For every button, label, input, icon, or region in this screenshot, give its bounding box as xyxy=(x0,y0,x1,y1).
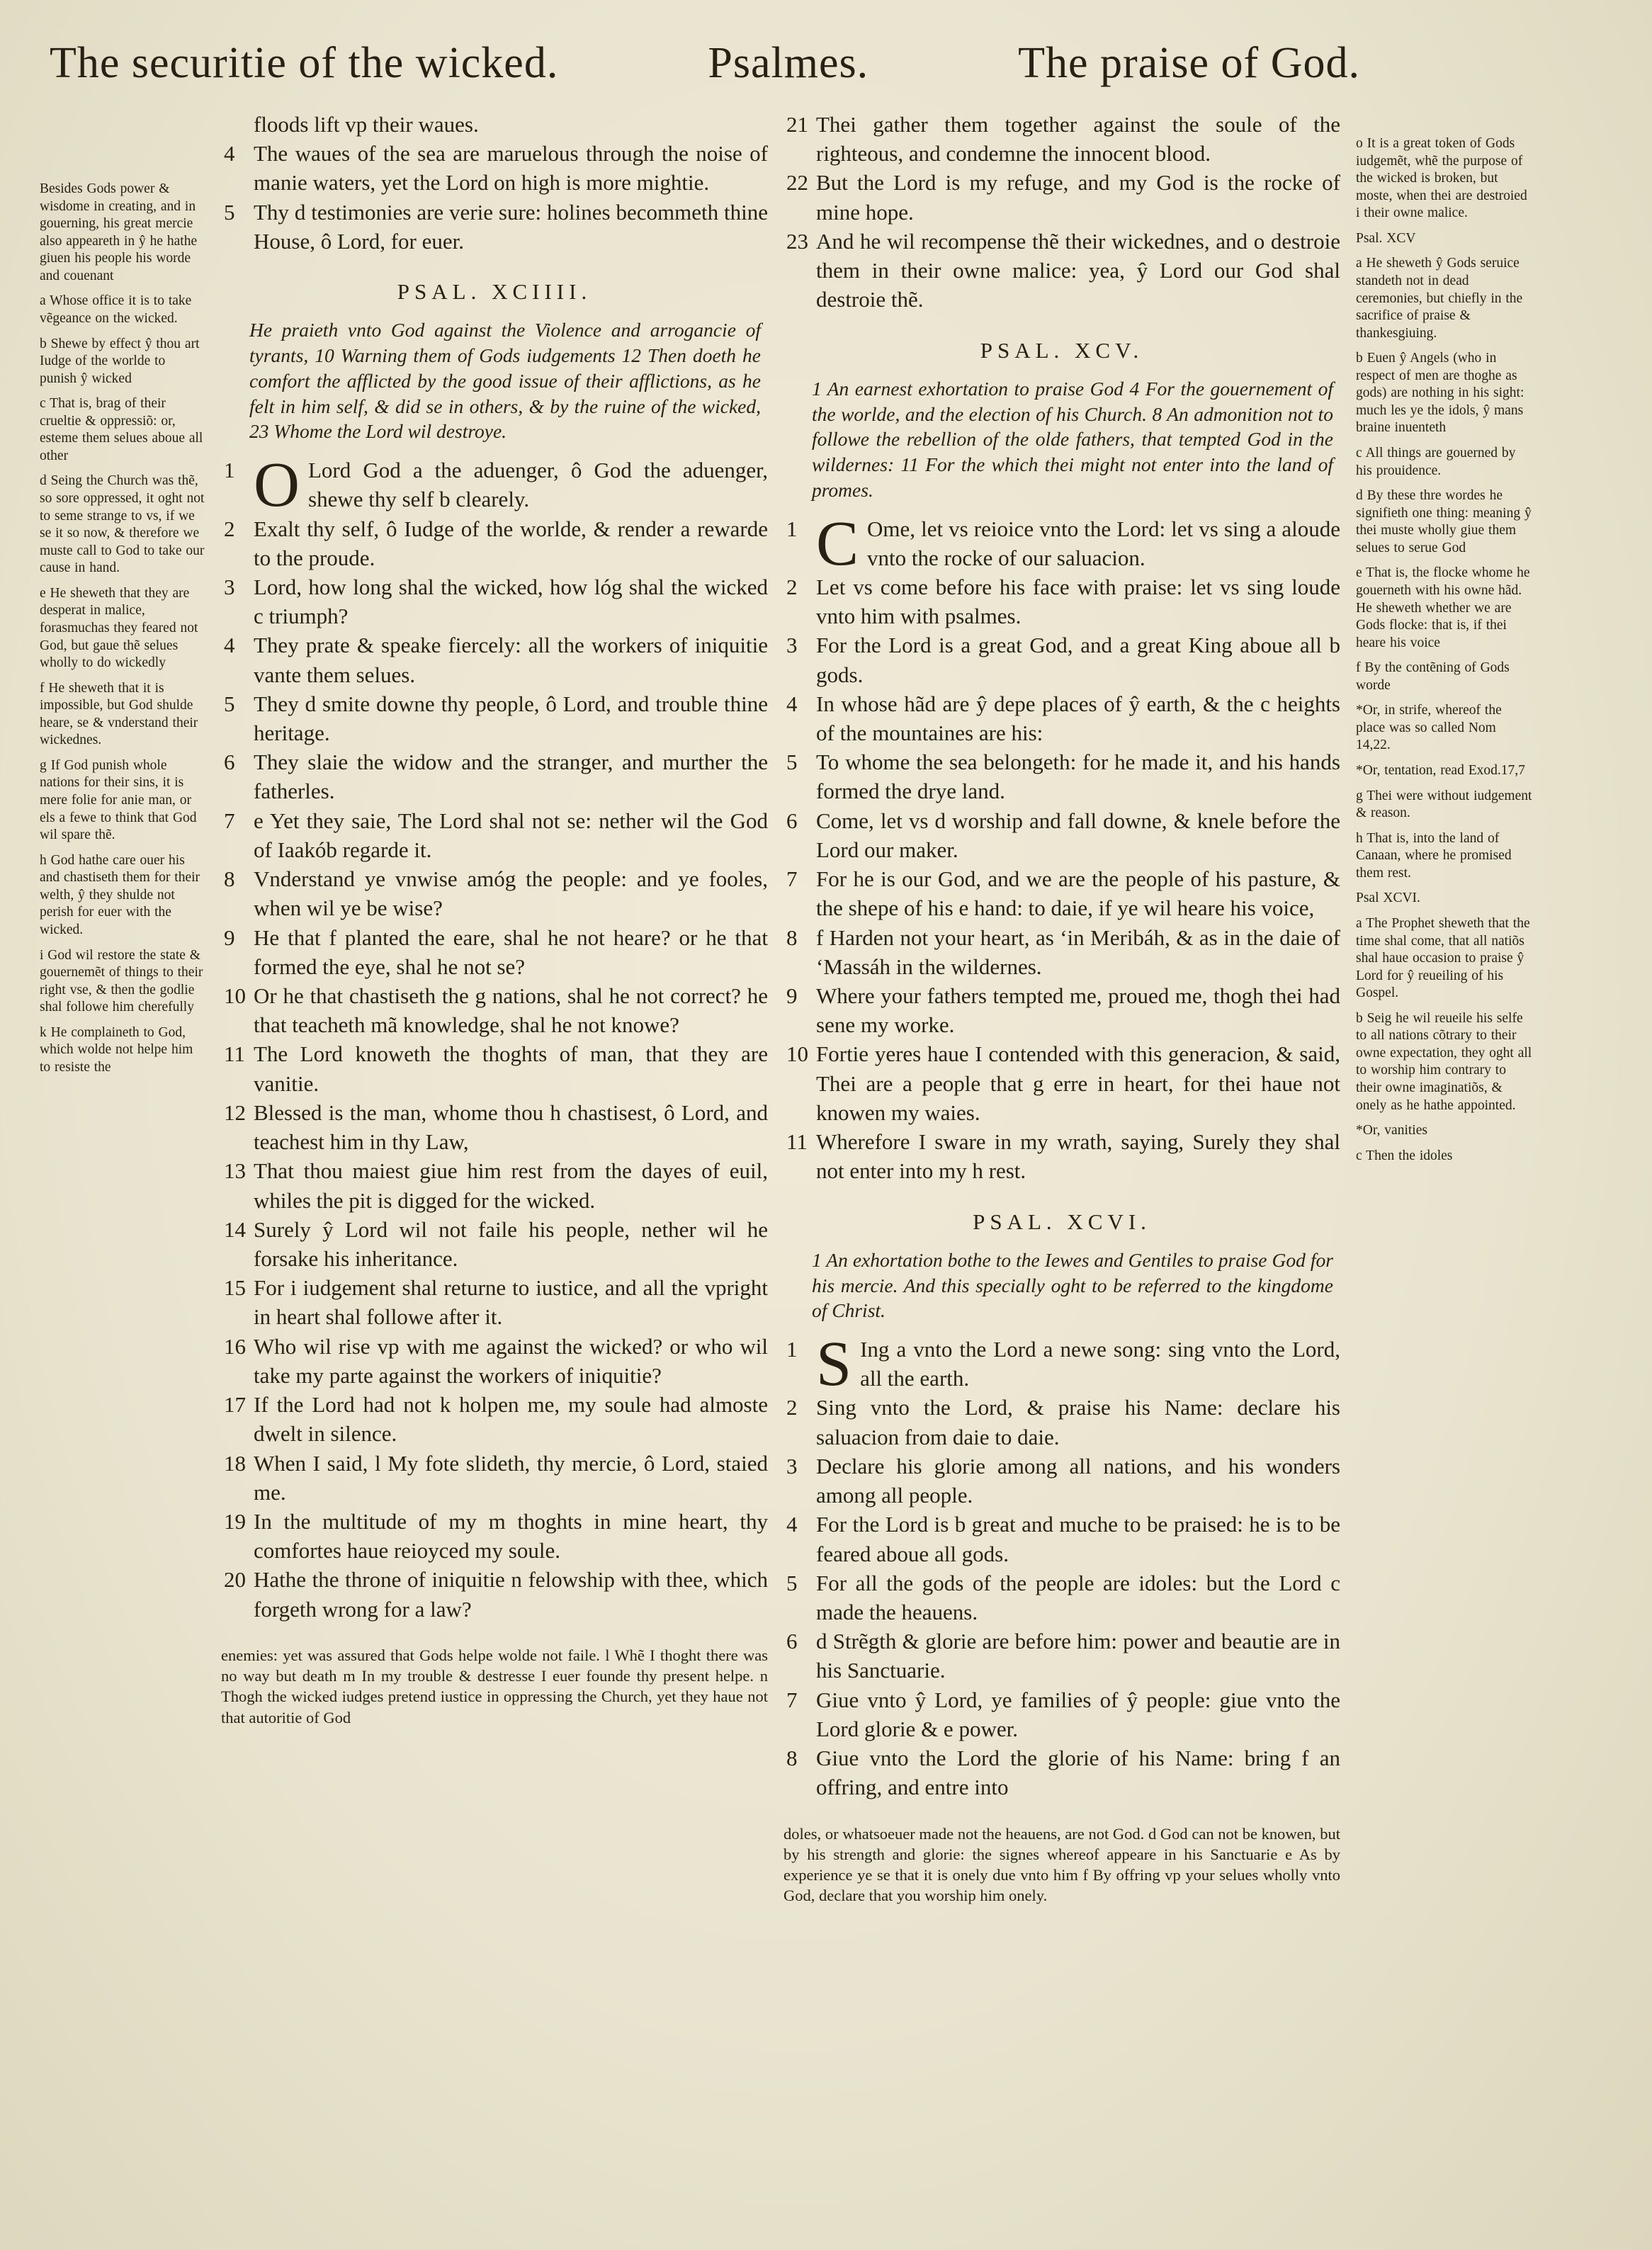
verse-text xyxy=(816,1329,1340,1399)
verse-number: 7 xyxy=(224,808,235,833)
verse-number: 5 xyxy=(224,199,235,225)
verse xyxy=(783,981,1340,1039)
verse-text: For the Lord is a great God, and a great King aboue all b gods. xyxy=(816,633,1340,687)
verse-number: 2 xyxy=(224,516,235,541)
verse-text: Vnderstand ye vnwise amóg the people: and ye fooles, when wil ye be wise? xyxy=(254,866,768,921)
margin-note: h God hathe care ouer his and chastiseth them for their welth, ŷ they shulde not perish for euer with the wicked. xyxy=(40,852,200,937)
verse xyxy=(221,1215,768,1273)
verse-text: Blessed is the man, whome thou h chastisest, ô Lord, and teachest him in thy Law, xyxy=(254,1099,768,1155)
verse-number: 20 xyxy=(224,1567,246,1593)
margin-note: k He complaineth to God, which wolde not helpe him to resiste the xyxy=(40,1024,193,1075)
verse-number: 17 xyxy=(224,1392,246,1418)
margin-note: d By these thre wordes he signifieth one thing: meaning ŷ thei muste wholly giue them selues to serue God xyxy=(1356,488,1532,555)
verse xyxy=(783,1627,1340,1685)
margin-note: h That is, into the land of Canaan, where he promised them rest. xyxy=(1356,830,1512,881)
verse-number: 2 xyxy=(786,574,798,599)
verse xyxy=(221,110,768,139)
verse xyxy=(221,572,768,631)
verse-text: Exalt thy self, ô Iudge of the worlde, & render a rewarde to the proude. xyxy=(254,516,768,570)
margin-note: *Or, vanities xyxy=(1356,1123,1427,1138)
verse-number xyxy=(221,110,254,139)
psalm-95-heading: PSAL. XCV. xyxy=(980,337,1144,363)
verse xyxy=(783,572,1340,631)
margin-note: e That is, the flocke whome he gouerneth with his owne hãd. He sheweth whether we are Gods flocke: that is, if thei heare his voice xyxy=(1356,565,1530,650)
verse-number: 1 xyxy=(786,1337,798,1362)
verse-text: Declare his glorie among all nations, and his wonders among all people. xyxy=(816,1453,1340,1508)
margin-note: c All things are gouerned by his prouidence. xyxy=(1356,446,1516,478)
verse-text: Hathe the throne of iniquitie n felowship with thee, which forgeth wrong for a law? xyxy=(254,1567,768,1622)
verse-text: Surely ŷ Lord wil not faile his people, nether wil he forsake his inheritance. xyxy=(254,1216,768,1271)
verse-text: And he wil recompense thẽ their wickednes, and o destroie them in their owne malice: yea, ŷ Lord our God shal destroie thẽ. xyxy=(816,228,1340,312)
margin-note: g If God punish whole nations for their sins, it is mere folie for anie man, or els a fewe to think that God wil spare thẽ. xyxy=(40,757,197,843)
psalm-95-verses xyxy=(783,572,1340,1186)
verse-number: 22 xyxy=(786,170,808,196)
verse-text: Or he that chastiseth the g nations, shal he not correct? he that teacheth mã knowledge, shal he not knowe? xyxy=(254,983,768,1038)
dropcap-letter: S xyxy=(816,1329,852,1399)
verse xyxy=(783,1127,1340,1185)
margin-note: d Seing the Church was thẽ, so sore oppressed, it oght not to seme strange to vs, if we se it so now, & therefore we muste call to God to take our cause in hand. xyxy=(40,473,205,576)
margin-note: Besides Gods power & wisdome in creating, and in gouerning, his great mercie also appeareth in ŷ he hathe giuen his people his worde and couenant xyxy=(40,181,198,283)
running-head-center: Psalmes. xyxy=(708,39,869,87)
verse-number: 3 xyxy=(786,1453,798,1479)
left-column-footnotes: enemies: yet was assured that Gods helpe wolde not faile. l Whẽ I thoght there was no way but death m In my trouble & destresse I euer founde thy present helpe. n Thogh the wicked iudges pretend iustice in oppressing the Church, yet they haue not that autoritie of God xyxy=(221,1646,768,1726)
verse-number: 6 xyxy=(786,808,798,833)
psalm-94-verses xyxy=(221,514,768,1624)
verse-number: 8 xyxy=(224,866,235,892)
verse xyxy=(221,198,768,256)
verse-number: 5 xyxy=(786,750,798,775)
verse xyxy=(221,1039,768,1097)
right-margin-notes xyxy=(1356,110,1534,1172)
verse xyxy=(783,1743,1340,1802)
verse-text: Wherefore I sware in my wrath, saying, Surely they shal not enter into my h rest. xyxy=(816,1129,1340,1184)
verse-text: The waues of the sea are maruelous through the noise of manie waters, yet the Lord on high is more mightie. xyxy=(254,141,768,196)
verse xyxy=(783,110,1340,168)
verse-number: 8 xyxy=(786,925,798,950)
verse-text: For all the gods of the people are idoles: but the Lord c made the heauens. xyxy=(816,1570,1340,1624)
verse-number: 6 xyxy=(786,1629,798,1654)
verse xyxy=(221,1273,768,1331)
verse-text-body: Ome, let vs reioice vnto the Lord: let vs sing a aloude vnto the rocke of our saluacion. xyxy=(867,516,1340,570)
verse xyxy=(783,1510,1340,1568)
margin-note: g Thei were without iudgement & reason. xyxy=(1356,788,1532,821)
right-column-footnotes: doles, or whatsoeuer made not the heauens, are not God. d God can not be knowen, but by his strength and glorie: the signes whereof appeare in his Sanctuarie e As by experience ye se that it is onely due vnto him f By offring vp your selues wholly vnto God, declare that you worship him onely. xyxy=(783,1824,1340,1905)
margin-note: b Shewe by effect ŷ thou art Iudge of the worlde to punish ŷ wicked xyxy=(40,336,200,386)
verse-text: Thei gather them together against the soule of the righteous, and condemne the innocent blood. xyxy=(816,112,1340,166)
verse xyxy=(783,1568,1340,1627)
running-head-left: The securitie of the wicked. xyxy=(50,39,559,87)
verse xyxy=(783,631,1340,689)
verse xyxy=(221,1098,768,1156)
verse-text: Let vs come before his face with praise: let vs sing loude vnto him with psalmes. xyxy=(816,574,1340,629)
verse-number: 9 xyxy=(786,983,798,1008)
margin-note: Psal XCVI. xyxy=(1356,891,1420,906)
dropcap-letter: O xyxy=(254,450,300,521)
verse xyxy=(783,923,1340,981)
verse-text: f Harden not your heart, as ‘in Meribáh, & as in the daie of ‘Massáh in the wildernes. xyxy=(816,925,1340,979)
verse-number: 4 xyxy=(224,141,235,166)
verse-text: floods lift vp their waues. xyxy=(254,112,479,137)
running-head-right: The praise of God. xyxy=(1018,39,1360,87)
verse xyxy=(221,1332,768,1390)
verse xyxy=(221,747,768,805)
verse-text: Lord, how long shal the wicked, how lóg shal the wicked c triumph? xyxy=(254,574,768,629)
verse-number: 21 xyxy=(786,112,808,137)
verse xyxy=(783,168,1340,226)
verse-text: Giue vnto ŷ Lord, ye families of ŷ people: giue vnto the Lord glorie & e power. xyxy=(816,1687,1340,1741)
verse-text: For the Lord is b great and muche to be praised: he is to be feared aboue all gods. xyxy=(816,1512,1340,1566)
margin-note: a The Prophet sheweth that the time shal come, that all natiõs shal haue occasion to praise ŷ Lord for ŷ reueiling of his Gospel. xyxy=(1356,915,1530,1001)
verse-number: 19 xyxy=(224,1508,246,1534)
margin-note: b Seig he wil reueile his selfe to all nations cõtrary to their owne expectation, they oght all to worship him contrary to their owne imaginatiõs, & onely as he hathe appointed. xyxy=(1356,1010,1532,1113)
verse xyxy=(783,864,1340,922)
verse-text: The Lord knoweth the thoghts of man, that they are vanitie. xyxy=(254,1041,768,1096)
verse-text: But the Lord is my refuge, and my God is the rocke of mine hope. xyxy=(816,170,1340,225)
verse-number: 3 xyxy=(786,633,798,658)
verse-first xyxy=(221,450,768,521)
margin-note: f He sheweth that it is impossible, but God shulde heare, se & vnderstand their wickednes. xyxy=(40,680,198,748)
verse xyxy=(221,139,768,197)
verse-text: They d smite downe thy people, ô Lord, and trouble thine heritage. xyxy=(254,691,768,746)
verse xyxy=(221,864,768,922)
verse-number: 23 xyxy=(786,228,808,254)
verse-number: 10 xyxy=(224,983,246,1008)
verse xyxy=(221,689,768,747)
margin-note: Psal. XCV xyxy=(1356,230,1416,246)
verse-number: 18 xyxy=(224,1450,246,1476)
verse xyxy=(783,689,1340,747)
margin-note: a Whose office it is to take vẽgeance on the wicked. xyxy=(40,293,192,326)
verse-number: 9 xyxy=(224,925,235,950)
verse-number: 1 xyxy=(786,516,798,541)
verse-number: 11 xyxy=(224,1041,245,1067)
verse-number: 5 xyxy=(786,1570,798,1595)
verse-text: In whose hãd are ŷ depe places of ŷ earth, & the c heights of the mountaines are his: xyxy=(816,691,1340,746)
verse-number: 4 xyxy=(786,1512,798,1537)
margin-note: a He sheweth ŷ Gods seruice standeth not in dead ceremonies, but chiefly in the sacrifice of praise & thankesgiuing. xyxy=(1356,256,1523,341)
psalm-94-summary: He praieth vnto God against the Violence and arrogancie of tyrants, 10 Warning them of Gods iudgements 12 Then doeth he comfort the afflicted by the good issue of their afflictions, as he felt in him self, & did se in others, & by the ruine of the wicked, 23 Whome the Lord wil destroye. xyxy=(249,319,761,443)
left-margin-notes xyxy=(40,110,205,1084)
verse-number: 14 xyxy=(224,1216,246,1242)
verse-text: Fortie yeres haue I contended with this generacion, & said, Thei are a people that g erre in heart, for thei haue not knowen my waies. xyxy=(816,1041,1340,1125)
verse xyxy=(221,981,768,1039)
psalm-96-verses xyxy=(783,1393,1340,1802)
running-head xyxy=(50,38,1360,89)
left-text-column xyxy=(221,110,768,1728)
verse-text: When I said, l My fote slideth, thy mercie, ô Lord, staied me. xyxy=(254,1450,768,1505)
verse-number: 1 xyxy=(224,458,235,483)
verse-number: 3 xyxy=(224,574,235,599)
verse xyxy=(221,806,768,864)
verse xyxy=(783,1039,1340,1127)
margin-note: b Euen ŷ Angels (who in respect of men are thoghe as gods) are nothing in his sight: much les ye the idols, ŷ mans braine inuenteth xyxy=(1356,351,1524,436)
verse xyxy=(221,514,768,572)
verse-text: Thy d testimonies are verie sure: holines becommeth thine House, ô Lord, for euer. xyxy=(254,199,768,254)
verse-text: Giue vnto the Lord the glorie of his Name: bring f an offring, and entre into xyxy=(816,1746,1340,1800)
psalm-93-verses xyxy=(221,110,768,256)
verse-text: Sing vnto the Lord, & praise his Name: declare his saluacion from daie to daie. xyxy=(816,1395,1340,1449)
margin-note: *Or, tentation, read Exod.17,7 xyxy=(1356,763,1525,778)
verse-number: 15 xyxy=(224,1275,246,1301)
psalm-96-heading: PSAL. XCVI. xyxy=(973,1209,1151,1234)
verse xyxy=(221,1449,768,1507)
verse xyxy=(221,1156,768,1214)
verse-text: Who wil rise vp with me against the wicked? or who wil take my parte against the workers of iniquitie? xyxy=(254,1333,768,1388)
margin-note: c That is, brag of their crueltie & oppressiõ: or, esteme them selues aboue all other xyxy=(40,396,203,463)
verse xyxy=(221,1390,768,1448)
verse-text: To whome the sea belongeth: for he made it, and his hands formed the drye land. xyxy=(816,750,1340,804)
margin-note: i God wil restore the state & gouernemẽt of things to their right vse, & then the godlie shal followe him cherefully xyxy=(40,947,203,1015)
psalm-96-summary: 1 An exhortation bothe to the Iewes and Gentiles to praise God for his mercie. And this specially oght to be referred to the kingdome of Christ. xyxy=(812,1248,1333,1322)
verse-text: They slaie the widow and the stranger, and murther the fatherles. xyxy=(254,750,768,804)
verse-number: 7 xyxy=(786,1687,798,1712)
verse xyxy=(221,1507,768,1565)
right-text-column xyxy=(783,110,1340,1906)
verse-number: 2 xyxy=(786,1395,798,1420)
verse-text: For he is our God, and we are the people of his pasture, & the shepe of his e hand: to daie, if ye wil heare his voice, xyxy=(816,866,1340,921)
verse-number: 7 xyxy=(786,866,798,892)
verse-number: 10 xyxy=(786,1041,808,1067)
verse xyxy=(783,747,1340,805)
psalm-94-end-verses xyxy=(783,110,1340,315)
psalm-95-summary: 1 An earnest exhortation to praise God 4 For the gouernement of the worlde, and the election of his Church. 8 An admonition not to followe the rebellion of the olde fathers, that tempted God in the wildernes: 11 For the which thei might not enter into the land of promes. xyxy=(812,377,1333,501)
verse-text: Where your fathers tempted me, proued me, thogh thei had sene my worke. xyxy=(816,983,1340,1038)
verse-text: He that f planted the eare, shal he not heare? or he that formed the eye, shal he not se? xyxy=(254,925,768,979)
verse xyxy=(783,1685,1340,1743)
dropcap-letter: C xyxy=(816,508,859,579)
margin-note: c Then the idoles xyxy=(1356,1148,1453,1163)
verse-text: If the Lord had not k holpen me, my soule had almoste dwelt in silence. xyxy=(254,1392,768,1447)
verse-number: 4 xyxy=(786,691,798,716)
verse-first xyxy=(783,1329,1340,1399)
psalm-94-heading: PSAL. XCIIII. xyxy=(397,279,592,305)
verse-number: 4 xyxy=(224,633,235,658)
page-body xyxy=(40,110,1624,1906)
verse-text xyxy=(816,508,1340,579)
verse-text: They prate & speake fiercely: all the workers of iniquitie vante them selues. xyxy=(254,633,768,687)
verse xyxy=(221,1565,768,1623)
verse-first xyxy=(783,508,1340,579)
margin-note: o It is a great token of Gods iudgemẽt, whẽ the purpose of the wicked is broken, but moste, when thei are destroied i their owne malice. xyxy=(1356,136,1527,221)
verse-text xyxy=(254,450,768,521)
verse-number: 5 xyxy=(224,691,235,716)
verse-number: 8 xyxy=(786,1746,798,1771)
verse-number: 11 xyxy=(786,1129,808,1155)
verse-text-body: Ing a vnto the Lord a newe song: sing vnto the Lord, all the earth. xyxy=(860,1337,1340,1391)
verse-text: That thou maiest giue him rest from the dayes of euil, whiles the pit is digged for the wicked. xyxy=(254,1158,768,1213)
margin-note: e He sheweth that they are desperat in malice, forasmuchas they feared not God, but gaue thẽ selues wholly to do wickedly xyxy=(40,585,198,671)
verse xyxy=(783,1452,1340,1510)
verse xyxy=(221,631,768,689)
verse-number: 16 xyxy=(224,1333,246,1359)
verse xyxy=(221,923,768,981)
margin-note: f By the contẽning of Gods worde xyxy=(1356,660,1510,693)
verse-number: 13 xyxy=(224,1158,246,1184)
verse-number: 12 xyxy=(224,1099,246,1125)
verse-text: For i iudgement shal returne to iustice, and all the vpright in heart shal followe after it. xyxy=(254,1275,768,1330)
verse-text: d Strẽgth & glorie are before him: power and beautie are in his Sanctuarie. xyxy=(816,1629,1340,1683)
margin-note: *Or, in strife, whereof the place was so called Nom 14,22. xyxy=(1356,703,1502,753)
verse-text: e Yet they saie, The Lord shal not se: nether wil the God of Iaakób regarde it. xyxy=(254,808,768,862)
verse-text-body: Lord God a the aduenger, ô God the aduenger, shewe thy self b clearely. xyxy=(308,458,768,512)
verse-text: Come, let vs d worship and fall downe, & knele before the Lord our maker. xyxy=(816,808,1340,862)
verse xyxy=(783,1393,1340,1451)
verse-number: 6 xyxy=(224,750,235,775)
verse xyxy=(783,227,1340,315)
verse xyxy=(783,806,1340,864)
verse-text: In the multitude of my m thoghts in mine heart, thy comfortes haue reioyced my soule. xyxy=(254,1508,768,1564)
